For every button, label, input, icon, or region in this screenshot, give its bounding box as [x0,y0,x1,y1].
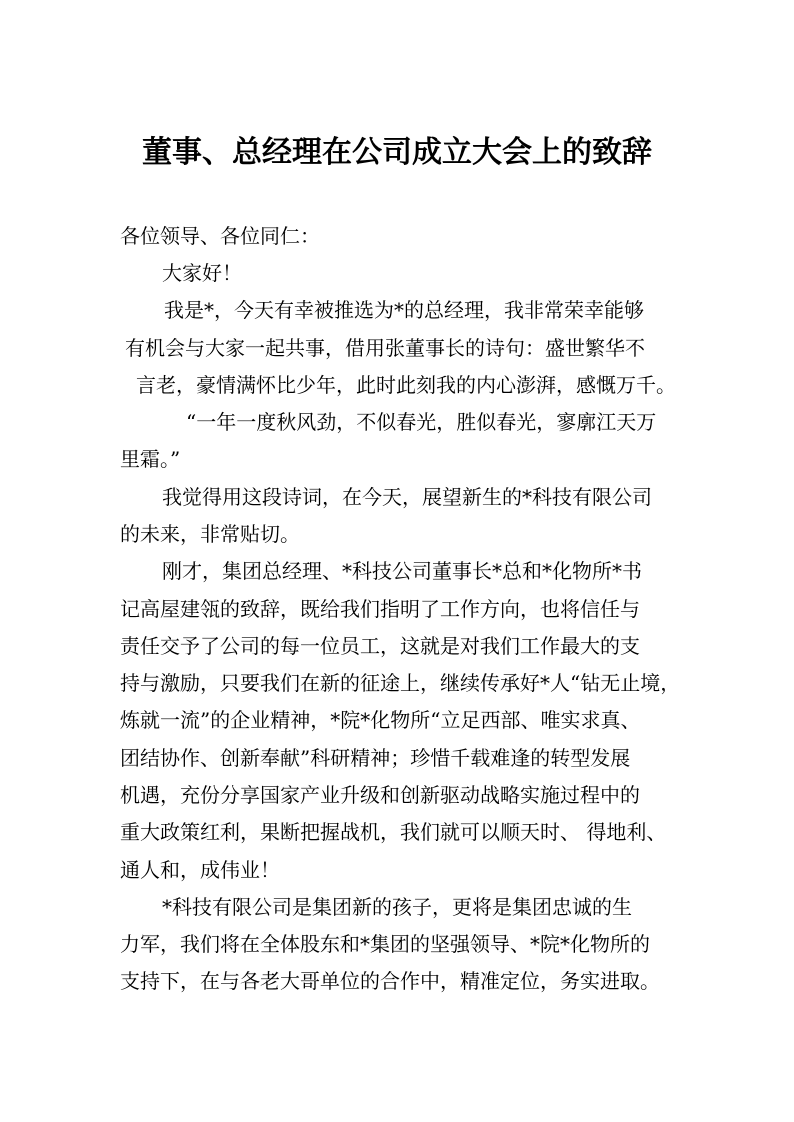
poem-line: “一年一度秋风劲，不似春光，胜似春光，寥廓江天万 [186,410,657,434]
paragraph-line: 重大政策红利，果断把握战机，我们就可以顺天时、 得地利、 [120,820,667,844]
document-title: 董事、总经理在公司成立大会上的致辞 [142,135,652,170]
paragraph-line: *科技有限公司是集团新的孩子，更将是集团忠诚的生 [162,895,632,919]
paragraph-line: 言老，豪情满怀比少年，此时此刻我的内心澎湃，感慨万千。 [136,373,676,397]
paragraph-line: 的未来，非常贴切。 [120,522,300,546]
paragraph-line: 有机会与大家一起共事，借用张董事长的诗句：盛世繁华不 [125,336,645,360]
paragraph-line: 支持下，在与各老大哥单位的合作中，精准定位，务实进取。 [120,969,660,993]
paragraph-line: 持与激励，只要我们在新的征途上，继续传承好*人“钻无止境， [120,671,681,695]
paragraph-line: 机遇，充份分享国家产业升级和创新驱动战略实施过程中的 [120,783,640,807]
paragraph-line: 炼就一流”的企业精神，*院*化物所“立足西部、唯实求真、 [120,708,641,732]
paragraph-line: 我是*，今天有幸被推选为*的总经理，我非常荣幸能够 [164,298,644,322]
salutation-line: 各位领导、各位同仁： [120,224,320,248]
paragraph-line: 团结协作、创新奉献”科研精神；珍惜千载难逢的转型发展 [120,746,631,770]
poem-line: 里霜。” [120,447,181,471]
paragraph-line: 记高屋建瓴的致辞，既给我们指明了工作方向，也将信任与 [120,597,640,621]
paragraph-line: 责任交予了公司的每一位员工，这就是对我们工作最大的支 [120,634,640,658]
greeting-line: 大家好！ [162,261,242,285]
paragraph-line: 力军，我们将在全体股东和*集团的坚强领导、*院*化物所的 [120,932,650,956]
paragraph-line: 我觉得用这段诗词，在今天，展望新生的*科技有限公司 [162,485,652,509]
paragraph-line: 刚才，集团总经理、*科技公司董事长*总和*化物所*书 [162,559,642,583]
paragraph-line: 通人和，成伟业！ [120,858,280,882]
